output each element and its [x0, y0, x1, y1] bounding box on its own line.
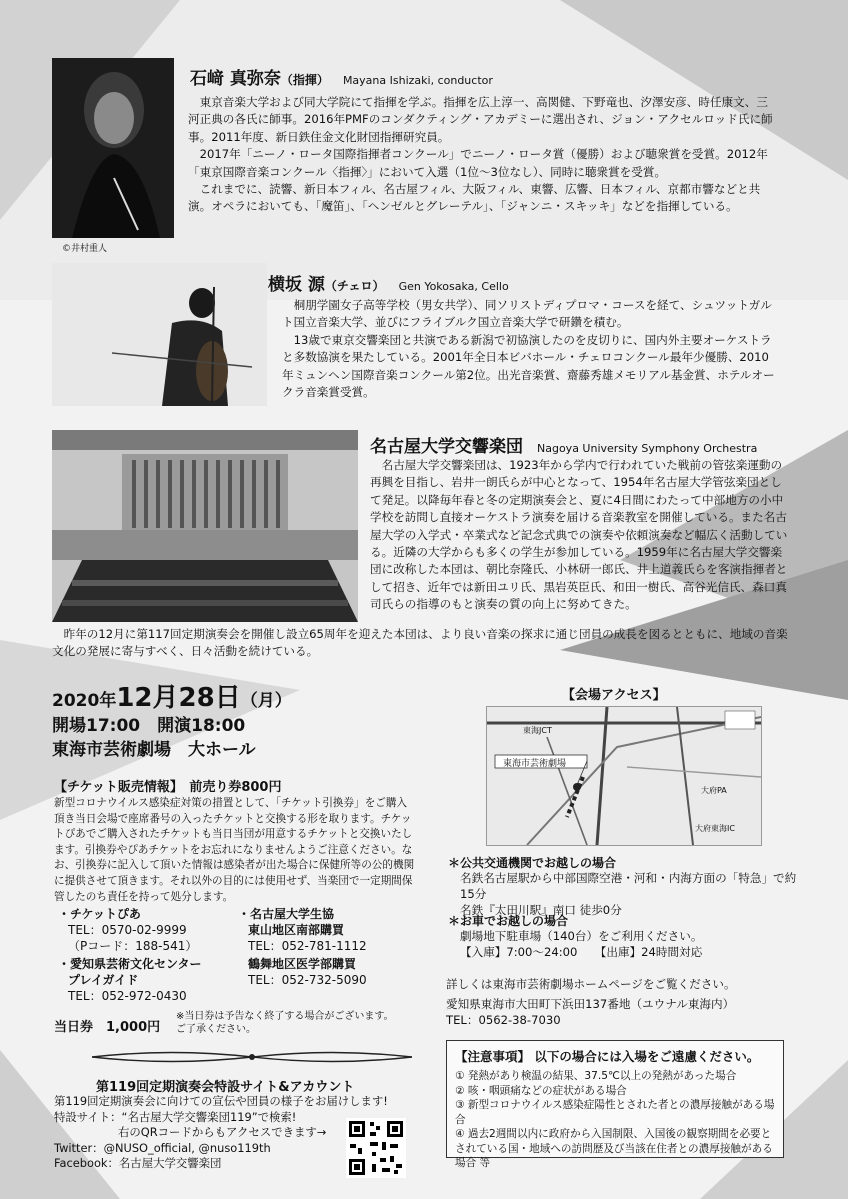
car-heading: ＊お車でお越しの場合 — [448, 914, 569, 928]
outlet-tsurumai — [248, 956, 418, 988]
access-details — [446, 976, 796, 1028]
map-label-pa: 大府PA — [701, 786, 727, 795]
orchestra-name: 名古屋大学交響楽団 — [370, 437, 523, 457]
outlet-aichi — [58, 956, 238, 1004]
special-site-heading: 第119回定期演奏会特設サイト&アカウント — [96, 1080, 355, 1095]
day-ticket-label: 当日券 1,000円 — [54, 1020, 161, 1035]
access-heading: 【会場アクセス】 — [562, 688, 666, 703]
special-site-search: 特設サイト：“名古屋大学交響楽団119”で検索! — [54, 1109, 297, 1124]
map-label-venue: 東海市芸術劇場 — [503, 759, 567, 769]
orchestra-name-line — [370, 432, 757, 457]
special-site-qr-hint: 右のQRコードからもアクセスできます→ — [118, 1125, 327, 1140]
event-weekday: （月） — [240, 691, 292, 711]
outlet-aichi-name: ・愛知県芸術文化センター — [58, 957, 202, 971]
car-text1: 劇場地下駐車場（140台）をご利用ください。 — [460, 929, 703, 943]
facebook-link[interactable]: Facebook：名古屋大学交響楽団 — [54, 1156, 222, 1171]
orchestra-bio-2 — [52, 626, 792, 661]
venue-address: 愛知県東海市大田町下浜田137番地（ユウナル東海内） — [446, 997, 735, 1011]
notice-item-1: ① 発熱があり検温の結果、37.5℃以上の発熱があった場合 — [455, 1070, 737, 1082]
ticket-covid-note: 新型コロナウイルス感染症対策の措置として、「チケット引換券」をご購入頂き当日会場で座席番号の入ったチケットと交換する形を取ります。チケットぴあでご購入されたチケットも当日当団が用意するチケットと交換いたします。引換券やぴあチケットをお忘れになりませんようご注意ください。なお、引換券に記入して頂いた情報は感染者が出た場合に保健所等の公的機関に提供させて頂きます。それ以外の目的には使用せず、当楽団で一定期間保管したのち責任を持って処分します。 — [54, 797, 415, 903]
access-map — [486, 706, 762, 846]
outlet-pia-pcode: （Pコード：188-541） — [68, 939, 198, 953]
conductor-name-line — [190, 64, 493, 89]
cellist-role: （チェロ） — [324, 279, 385, 293]
public-text2: 名鉄『太田川駅』南口 徒歩0分 — [460, 903, 622, 917]
outlet-coop — [238, 906, 418, 954]
car-text2: 【入庫】7:00～24:00 【出庫】24時間対応 — [460, 945, 703, 959]
details-text: 詳しくは東海市芸術劇場ホームページをご覧ください。 — [446, 977, 736, 991]
cellist-name-en: Gen Yokosaka, Cello — [398, 280, 509, 293]
venue-tel: TEL：0562-38-7030 — [446, 1013, 561, 1027]
twitter-link[interactable]: Twitter：@NUSO_official, @nuso119th — [54, 1140, 271, 1155]
conductor-bio-p2: 2017年「ニーノ・ロータ国際指揮者コンクール」でニーノ・ロータ賞（優勝）および聴衆賞を受賞。2012年「東京国際音楽コンクール〈指揮〉」において入選（1位～3位なし）、同時に聴衆賞を受賞。 — [188, 147, 768, 179]
ticket-heading: 【チケット販売情報】 前売り券800円 — [54, 780, 282, 795]
conductor-role: （指揮） — [280, 73, 329, 87]
event-year: 2020年 — [52, 691, 117, 711]
car-text — [460, 928, 800, 960]
orchestra-bio-p1: 名古屋大学交響楽団は、1923年から学内で行われていた戦前の管弦楽運動の再興を目指し、岩井一朗氏らが中心となって、1954年名古屋大学管弦楽団として発足。以降毎年春と冬の定期演奏会と、夏に4日間にわたって中部地方の小中学校を訪問し直接オーケストラ演奏を届ける音楽教室を開催している。また名古屋大学の入学式・卒業式など記念式典での演奏や依頼演奏など幅広く活動している。近隣の大学からも多くの学生が参加している。1959年に名古屋大学交響楽団に改称した本団は、朝比奈隆氏、小林研一郎氏、井上道義氏らを客演指揮者として招き、近年では新田ユリ氏、黒岩英臣氏、和田一樹氏、高谷光信氏、森口真司氏らの指導のもと演奏の質の向上に努めてきた。 — [370, 458, 788, 612]
ornament-divider — [92, 1048, 412, 1066]
special-site-text1: 第119回定期演奏会に向けての宣伝や団員の様子をお届けします! — [54, 1094, 388, 1108]
outlet-pia-tel: TEL：0570-02-9999 — [68, 923, 187, 937]
conductor-bio — [188, 94, 774, 216]
outlet-coop-name: ・名古屋大学生協 — [238, 907, 335, 921]
outlet-aichi-playguide: プレイガイド — [68, 973, 139, 987]
outlet-aichi-tel: TEL：052-972-0430 — [68, 989, 187, 1003]
outlet-tsurumai-tel: TEL：052-732-5090 — [248, 973, 367, 987]
map-label-jct: 東海JCT — [523, 726, 552, 735]
public-transport-text — [460, 870, 800, 918]
notice-box — [446, 1040, 784, 1169]
conductor-name: 石﨑 真弥奈 — [190, 69, 281, 89]
outlet-pia — [58, 906, 234, 954]
notice-item-3: ③ 新型コロナウイルス感染症陽性とされた者との濃厚接触がある場合 — [455, 1099, 775, 1126]
cellist-bio-p1: 桐朋学園女子高等学校（男女共学）、同ソリストディプロマ・コースを経て、シュツットガルト国立音楽大学、並びにフライブルク国立音楽大学で研鑽を積む。 — [282, 298, 772, 330]
event-day: 12月28日 — [116, 683, 241, 713]
cellist-bio-p2: 13歳で東京交響楽団と共演である新潟で初協演したのを皮切りに、国内外主要オーケストラと多数協演を果たしている。2001年全日本ビバホール・チェロコンクール最年少優勝、2010年ミュンヘン国際音楽コンクール第2位。出光音楽賞、齋藤秀雄メモリアル基金賞、ホテルオークラ音楽賞受賞。 — [282, 332, 775, 400]
conductor-photo — [52, 58, 174, 238]
conductor-name-en: Mayana Ishizaki, conductor — [342, 74, 493, 87]
orchestra-bio — [370, 457, 790, 614]
outlet-coop-south-name: 東山地区南部購買 — [248, 923, 345, 937]
event-date — [52, 683, 292, 713]
map-label-toll: 大府東海IC — [695, 824, 735, 833]
cellist-photo — [52, 263, 267, 406]
public-transport-heading: ＊公共交通機関でお越しの場合 — [448, 856, 617, 870]
photo-credit: ©井村重人 — [62, 244, 108, 254]
notice-item-2: ② 咳・咽頭痛などの症状がある場合 — [455, 1084, 627, 1097]
event-venue: 東海市芸術劇場 大ホール — [52, 740, 256, 760]
qr-code[interactable] — [346, 1118, 406, 1178]
cellist-bio — [282, 297, 778, 401]
outlet-pia-name: ・チケットぴあ — [58, 907, 141, 921]
orchestra-bio-p2: 昨年の12月に第117回定期演奏会を開催し設立65周年を迎えた本団は、より良い音楽の探求に通じ団員の成長を図るとともに、地域の音楽文化の発展に寄与すべく、日々活動を続けている。 — [52, 627, 788, 659]
cellist-name-line — [268, 270, 509, 295]
notice-item-4: ④ 過去2週間以内に政府から入国制限、入国後の観察期間を必要とされている国・地域への訪問歴及び当該在住者との濃厚接触がある場合 等 — [455, 1128, 773, 1169]
public-text1: 名鉄名古屋駅から中部国際空港・河和・内海方面の「特急」で約15分 — [460, 871, 797, 901]
conductor-bio-p1: 東京音楽大学および同大学院にて指揮を学ぶ。指揮を広上淳一、高関健、下野竜也、汐澤安彦、時任康文、三河正典の各氏に師事。2016年PMFのコンダクティング・アカデミーに選出され、ジョン・アクセルロッド氏に師事。2011年度、新日鉄住金文化財団指揮研究員。 — [188, 95, 773, 144]
notice-heading: 【注意事項】 以下の場合には入場をご遠慮ください。 — [455, 1049, 760, 1064]
day-ticket-note: ※当日券は予告なく終了する場合がございます。ご了承ください。 — [176, 1011, 394, 1035]
cellist-name: 横坂 源 — [268, 275, 325, 295]
orchestra-photo — [52, 430, 358, 622]
outlet-tsurumai-name: 鶴舞地区医学部購買 — [248, 957, 357, 971]
outlet-coop-south-tel: TEL：052-781-1112 — [248, 939, 367, 953]
conductor-bio-p3: これまでに、読響、新日本フィル、名古屋フィル、大阪フィル、東響、広響、日本フィル、京都市響などと共演。オペラにおいても、「魔笛」、「ヘンゼルとグレーテル」、「ジャンニ・スキッキ」などを指揮している。 — [188, 182, 761, 214]
event-times: 開場17:00 開演18:00 — [52, 716, 246, 736]
orchestra-name-en: Nagoya University Symphony Orchestra — [537, 442, 758, 455]
